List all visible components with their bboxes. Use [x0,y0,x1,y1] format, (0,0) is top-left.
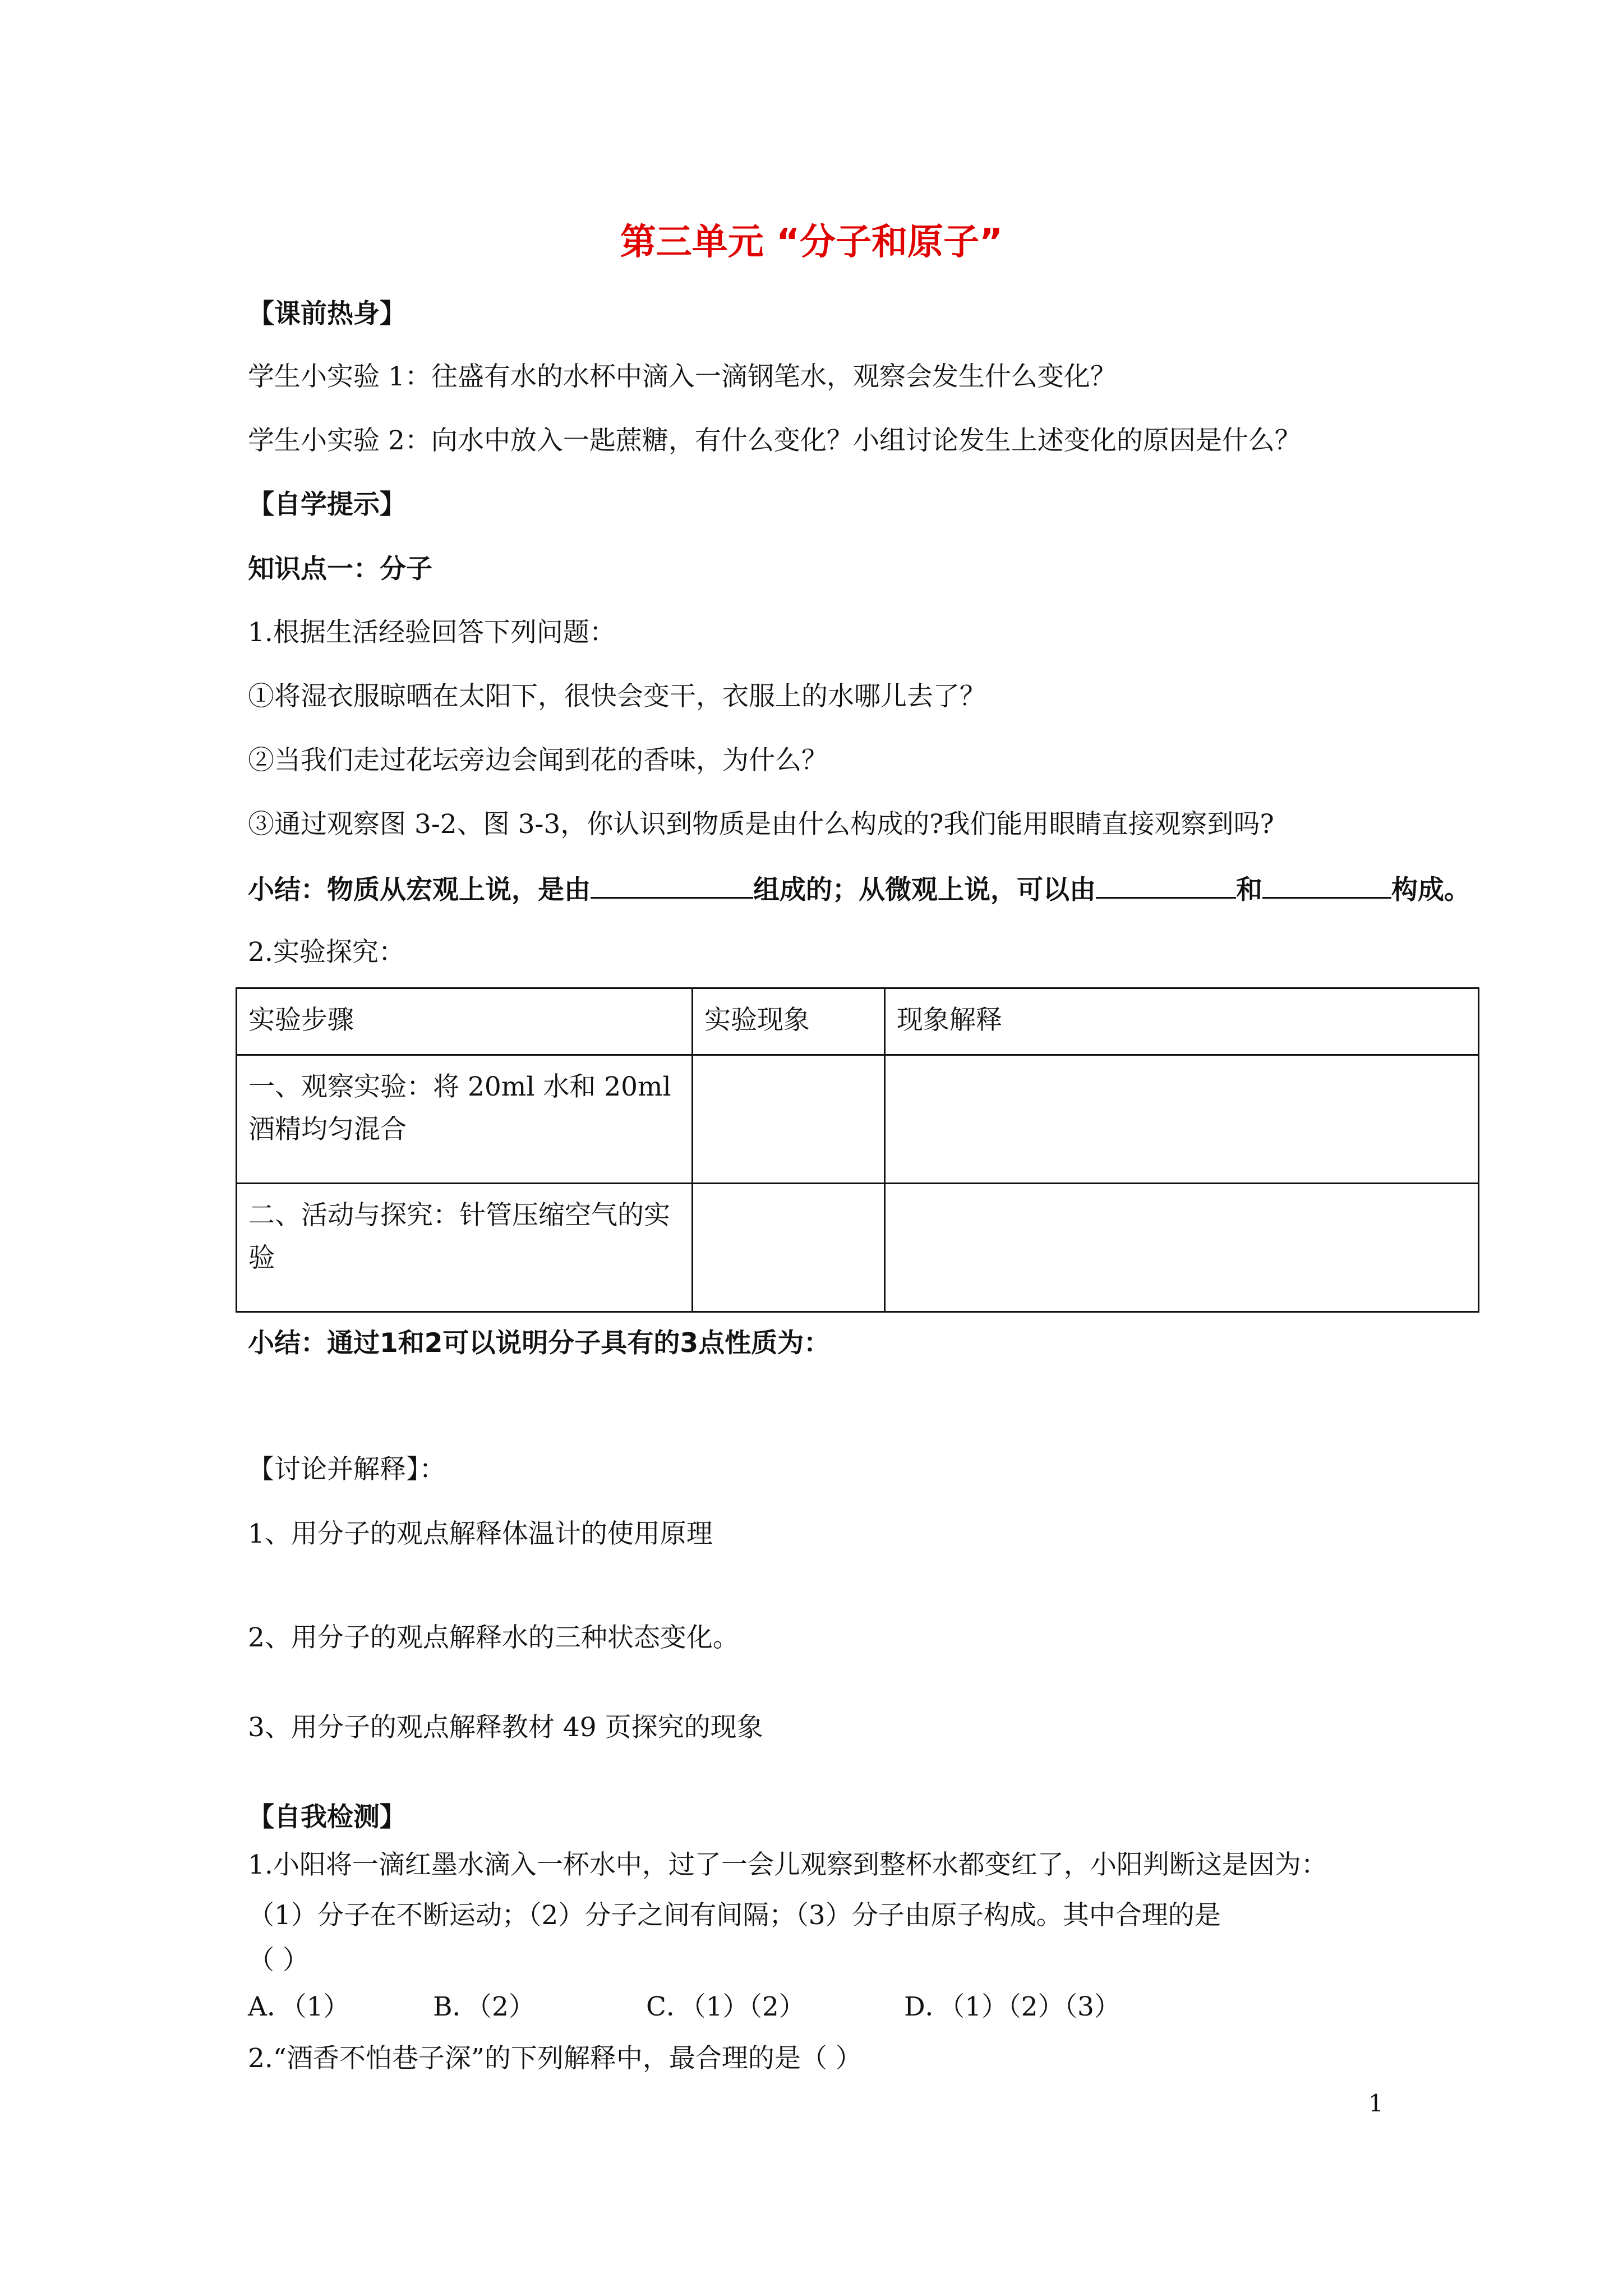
option-b: B．（2） [433,1991,535,2022]
question-1c: ③通过观察图 3-2、图 3-3，你认识到物质是由什么构成的?我们能用眼睛直接观察到吗? [248,809,1274,840]
table-row [237,1055,1479,1184]
page-title: 第三单元 “分子和原子” [620,222,1003,263]
question-1b: ②当我们走过花坛旁边会闻到花的香味，为什么？ [248,745,828,776]
warmup-exp1: 学生小实验 1：往盛有水的水杯中滴入一滴钢笔水，观察会发生什么变化？ [248,361,1117,392]
warmup-exp2: 学生小实验 2：向水中放入一匙蔗糖，有什么变化？小组讨论发生上述变化的原因是什么？ [248,425,1301,456]
check-q1-options [248,1990,1121,2024]
table-cell-phenomenon[interactable] [693,1184,885,1312]
table-cell-phenomenon[interactable] [693,1055,885,1184]
question-1a: ①将湿衣服晾晒在太阳下，很快会变干，衣服上的水哪儿去了？ [248,681,986,712]
table-header-row [237,988,1479,1055]
summary-2: 小结：通过1和2可以说明分子具有的3点性质为： [248,1328,831,1359]
question-2: 2.实验探究： [248,937,405,968]
option-c: C．（1）（2） [646,1991,805,2022]
summary-1-part1: 小结：物质从宏观上说，是由 [248,875,591,905]
check-q1-line1: 1.小阳将一滴红墨水滴入一杯水中，过了一会儿观察到整杯水都变红了，小阳判断这是因为： [248,1849,1327,1880]
selfstudy-heading: 【自学提示】 [248,489,406,520]
summary-1-part2: 组成的；从微观上说，可以由 [753,875,1096,905]
check-q1-line3: （ ） [248,1945,309,1976]
table-cell-step: 二、活动与探究：针管压缩空气的实验 [237,1184,693,1312]
warmup-heading: 【课前热身】 [248,298,406,329]
discuss-item: 1、用分子的观点解释体温计的使用原理 [248,1519,713,1549]
page-number: 1 [1368,2090,1384,2117]
discuss-heading: 【讨论并解释】： [248,1454,446,1485]
table-header-cell: 实验步骤 [237,988,693,1055]
check-heading: 【自我检测】 [248,1802,406,1833]
table-header-cell: 实验现象 [693,988,885,1055]
blank-macro[interactable] [591,872,753,899]
blank-micro-1[interactable] [1096,872,1236,899]
option-a: A．（1） [248,1991,350,2022]
question-1: 1.根据生活经验回答下列问题： [248,617,616,648]
check-q2: 2.“酒香不怕巷子深”的下列解释中，最合理的是（ ） [248,2043,862,2074]
discuss-item: 3、用分子的观点解释教材 49 页探究的现象 [248,1712,763,1743]
blank-micro-2[interactable] [1262,872,1391,899]
table-cell-explanation[interactable] [885,1184,1479,1312]
summary-1-part4: 构成。 [1391,875,1470,905]
summary-1 [248,872,1470,907]
experiment-table [236,987,1479,1313]
check-q1-line2: （1）分子在不断运动；（2）分子之间有间隔；（3）分子由原子构成。其中合理的是 [248,1900,1221,1931]
table-cell-explanation[interactable] [885,1055,1479,1184]
table-cell-step: 一、观察实验：将 20ml 水和 20ml 酒精均匀混合 [237,1055,693,1184]
summary-1-part3: 和 [1236,875,1262,905]
table-row [237,1184,1479,1312]
option-d: D．（1）（2）（3） [904,1991,1121,2022]
table-header-cell: 现象解释 [885,988,1479,1055]
knowledge-point-1: 知识点一：分子 [248,554,432,585]
discuss-item: 2、用分子的观点解释水的三种状态变化。 [248,1622,739,1653]
